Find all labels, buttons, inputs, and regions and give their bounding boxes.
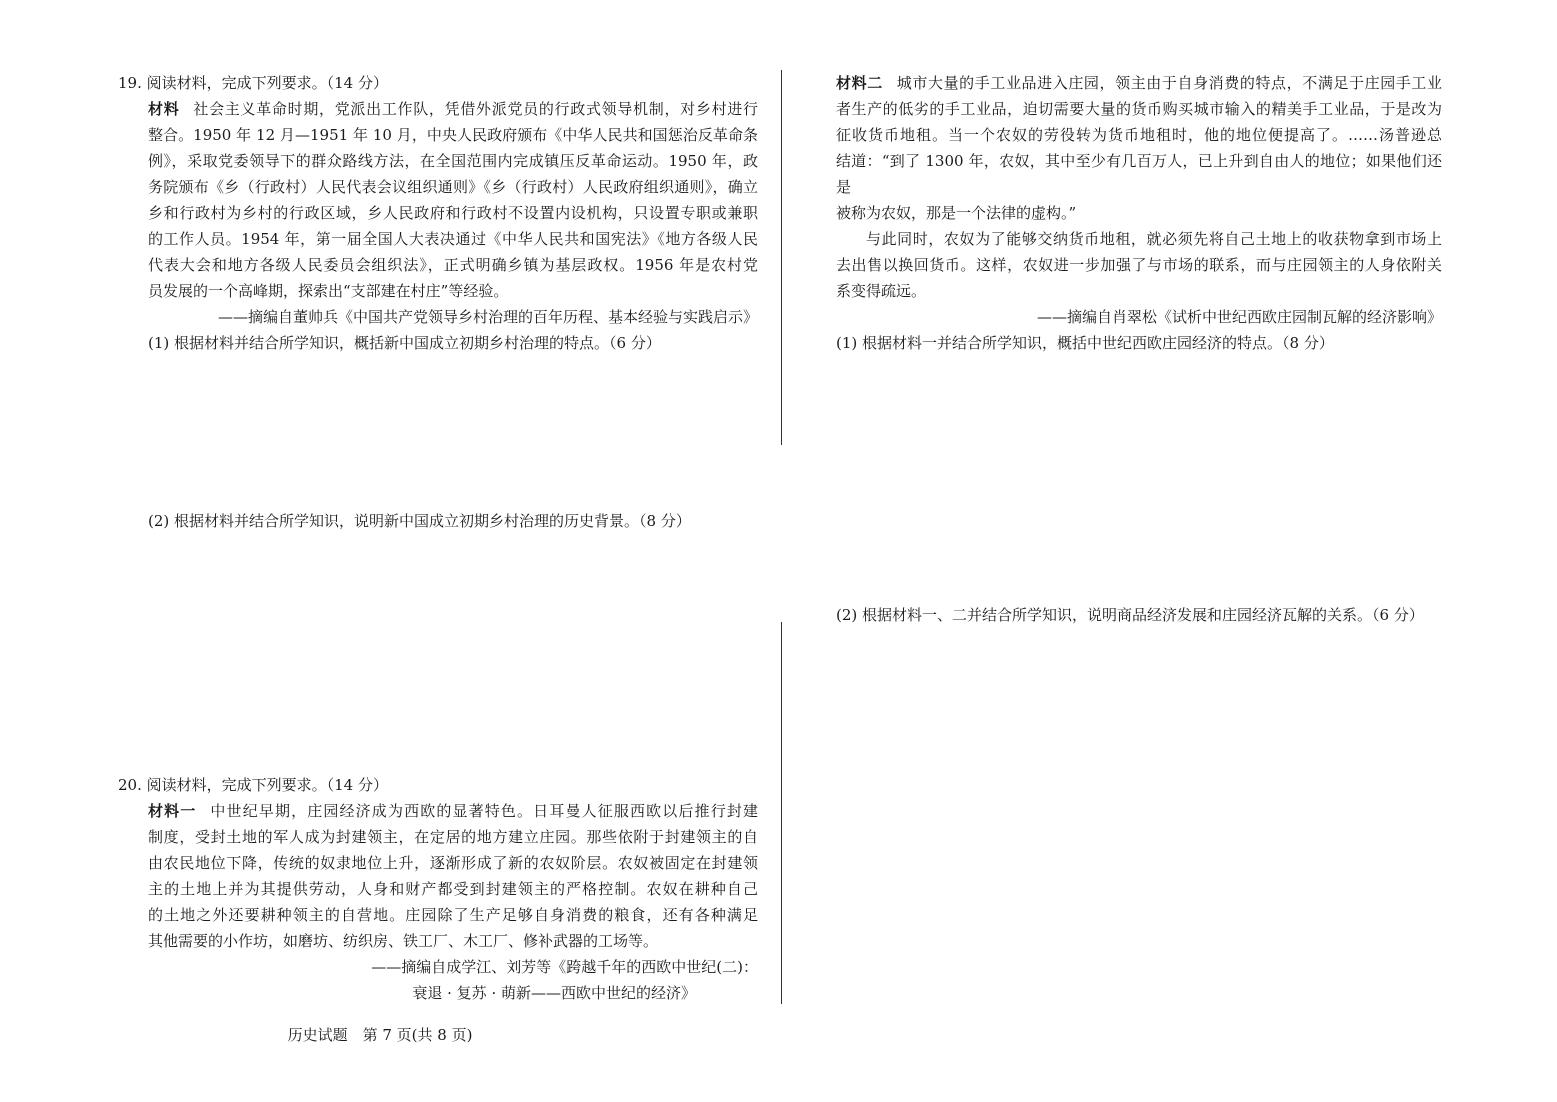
q20-m1-line: 由农民地位下降，传统的奴隶地位上升，逐渐形成了新的农奴阶层。农奴被固定在封建领 [148, 854, 758, 872]
column-divider-bottom [781, 622, 782, 1004]
q20-m2-line: 者生产的低劣的手工业品，迫切需要大量的货币购买城市输入的精美手工业品，于是改为 [836, 100, 1442, 118]
q20-m2-line: 被称为农奴，那是一个法律的虚构。” [836, 204, 1077, 222]
q19-material-line: 务院颁布《乡（行政村）人民代表会议组织通则》《乡（行政村）人民政府组织通则》，确立 [148, 178, 758, 196]
q20-sub-question-1: (1) 根据材料一并结合所学知识，概括中世纪西欧庄园经济的特点。（8 分） [836, 334, 1334, 352]
q20-m2-label: 材料二 [836, 74, 883, 92]
q19-material-label: 材料 [148, 100, 180, 118]
q19-material-line: 乡和行政村为乡村的行政区域，乡人民政府和行政村不设置内设机构，只设置专职或兼职 [148, 204, 758, 222]
q20-m2-line-1: 材料二 城市大量的手工业品进入庄园，领主由于自身消费的特点，不满足于庄园手工业 [836, 74, 1442, 92]
q20-m2-line: 结道：“到了 1300 年，农奴，其中至少有几百万人，已上升到自由人的地位；如果他们还是 [836, 152, 1442, 196]
left-column [118, 70, 758, 356]
q20-m1-line: 其他需要的小作坊，如磨坊、纺织房、铁工厂、木工厂、修补武器的工场等。 [148, 932, 659, 950]
q20-sub-question-2: (2) 根据材料一、二并结合所学知识，说明商品经济发展和庄园经济瓦解的关系。（6 分） [836, 606, 1424, 624]
q20-m2-source: ——摘编自肖翠松《试析中世纪西欧庄园制瓦解的经济影响》 [1036, 308, 1442, 326]
q20-m1-line: 的土地之外还要耕种领主的自营地。庄园除了生产足够自身消费的粮食，还有各种满足 [148, 906, 758, 924]
q19-material-line: 代表大会和地方各级人民委员会组织法》，正式明确乡镇为基层政权。1956 年是农村党 [148, 256, 758, 274]
q20-m2b-line: 与此同时，农奴为了能够交纳货币地租，就必须先将自己土地上的收获物拿到市场上 [866, 230, 1442, 248]
q19-sub-question-2: (2) 根据材料并结合所学知识，说明新中国成立初期乡村治理的历史背景。（8 分） [148, 512, 691, 530]
q20-block [118, 772, 758, 1006]
column-divider-top [781, 70, 782, 445]
q19-material-line: 员发展的一个高峰期，探索出“支部建在村庄”等经验。 [148, 282, 509, 300]
q19-sub-question-1: (1) 根据材料并结合所学知识，概括新中国成立初期乡村治理的特点。（6 分） [148, 334, 661, 352]
q20-m2b-line: 系变得疏远。 [836, 282, 927, 300]
q20-m1-source-1: ——摘编自成学江、刘芳等《跨越千年的西欧中世纪(二)： [371, 958, 758, 976]
page-footer: 历史试题 第 7 页(共 8 页) [287, 1026, 473, 1044]
q20-m2-line: 征收货币地租。当一个农奴的劳役转为货币地租时，他的地位便提高了。……汤普逊总 [836, 126, 1442, 144]
q19-material-line: 的工作人员。1954 年，第一届全国人大表决通过《中华人民共和国宪法》《地方各级人民 [148, 230, 758, 248]
q20-m2b-line: 去出售以换回货币。这样，农奴进一步加强了与市场的联系，而与庄园领主的人身依附关 [836, 256, 1442, 274]
q20-m1-label: 材料一 [148, 802, 197, 820]
q20-m1-source-2: 衰退 · 复苏 · 萌新——西欧中世纪的经济》 [412, 984, 696, 1002]
q20-m1-line-1: 材料一 中世纪早期，庄园经济成为西欧的显著特色。日耳曼人征服西欧以后推行封建 [148, 802, 758, 820]
q20-m1-line: 主的土地上并为其提供劳动，人身和财产都受到封建领主的严格控制。农奴在耕种自己 [148, 880, 758, 898]
q19-source: ——摘编自董帅兵《中国共产党领导乡村治理的百年历程、基本经验与实践启示》 [217, 308, 758, 326]
right-column [836, 70, 1442, 356]
q19-material-line: 整合。1950 年 12 月—1951 年 10 月，中央人民政府颁布《中华人民共和国惩治反革命条 [148, 126, 758, 144]
q19-material-line-1: 材料 社会主义革命时期，党派出工作队，凭借外派党员的行政式领导机制，对乡村进行 [148, 100, 758, 118]
q19-header: 19. 阅读材料，完成下列要求。（14 分） [118, 74, 388, 92]
q20-m1-line: 制度，受封土地的军人成为封建领主，在定居的地方建立庄园。那些依附于封建领主的自 [148, 828, 758, 846]
q19-material-line: 例》，采取党委领导下的群众路线方法，在全国范围内完成镇压反革命运动。1950 年，政 [148, 152, 758, 170]
q20-header: 20. 阅读材料，完成下列要求。（14 分） [118, 776, 388, 794]
